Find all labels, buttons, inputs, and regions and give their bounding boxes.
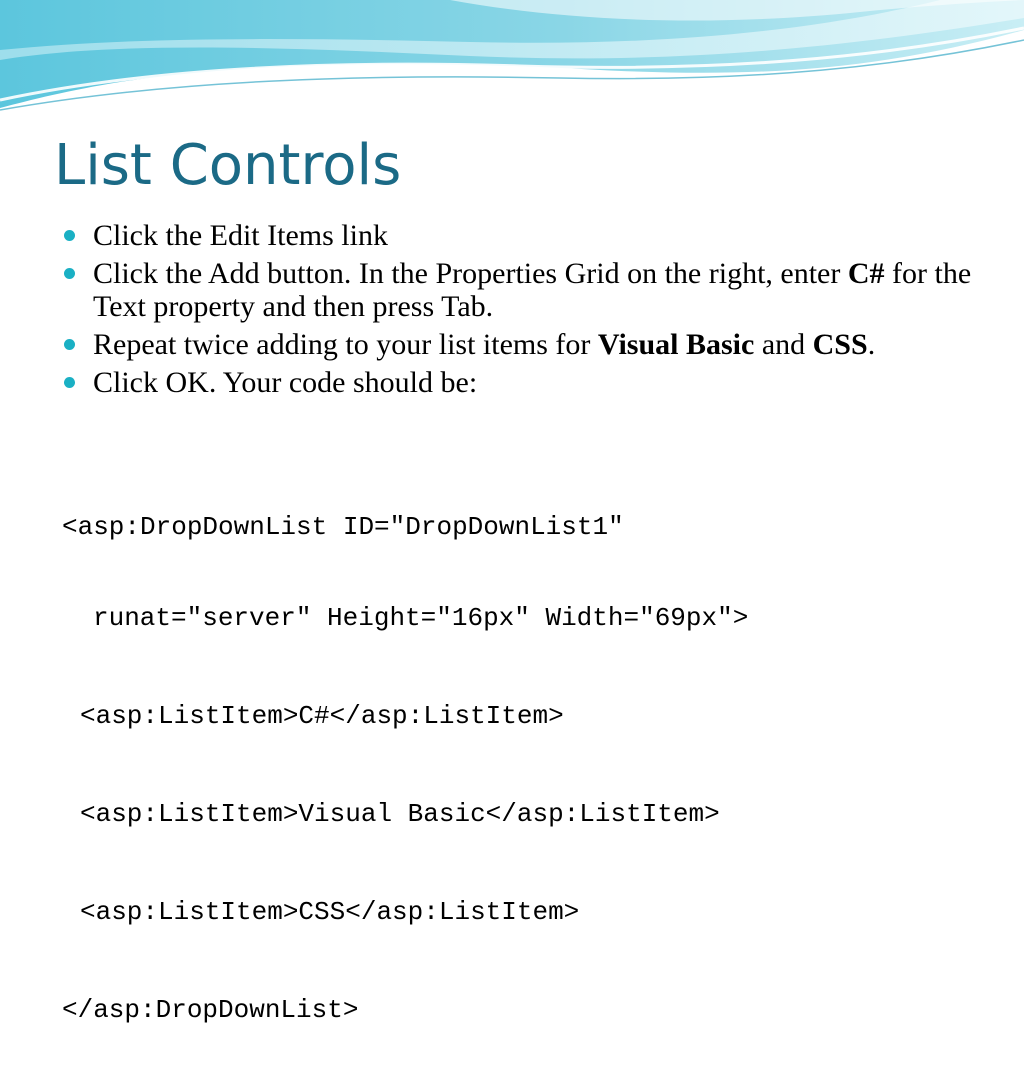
slide-title: List Controls <box>54 133 402 198</box>
bullet-text: for the Text property and then press Tab. <box>93 257 972 323</box>
bullet-list <box>62 219 982 404</box>
header-wave-decoration <box>0 0 1024 120</box>
code-line: <asp:ListItem>Visual Basic</asp:ListItem> <box>80 799 720 829</box>
bullet-text: Click OK. Your code should be: <box>93 366 478 399</box>
code-line: runat="server" Height="16px" Width="69px"> <box>93 603 749 633</box>
bullet-item <box>62 328 982 361</box>
code-line: <asp:ListItem>CSS</asp:ListItem> <box>80 897 580 927</box>
bullet-bold-text: CSS <box>812 328 868 361</box>
code-line: <asp:DropDownList ID="DropDownList1" <box>62 512 624 542</box>
bullet-item <box>62 257 982 323</box>
bullet-text: Click the Add button. In the Properties Grid on the right, enter <box>93 257 848 290</box>
bullet-bold-text: C# <box>847 257 885 290</box>
code-line: </asp:DropDownList> <box>62 995 359 1025</box>
bullet-bold-text: Visual Basic <box>597 328 755 361</box>
bullet-text: . <box>867 328 876 361</box>
bullet-item <box>62 366 982 399</box>
bullet-item <box>62 219 982 252</box>
bullet-dot-icon <box>64 377 75 388</box>
bullet-text: and <box>754 328 813 361</box>
code-line: <asp:ListItem>C#</asp:ListItem> <box>80 701 564 731</box>
bullet-dot-icon <box>64 268 75 279</box>
bullet-dot-icon <box>64 339 75 350</box>
bullet-text: Repeat twice adding to your list items for <box>93 328 598 361</box>
code-block <box>62 452 748 1086</box>
bullet-text: Click the Edit Items link <box>93 219 388 252</box>
bullet-dot-icon <box>64 230 75 241</box>
